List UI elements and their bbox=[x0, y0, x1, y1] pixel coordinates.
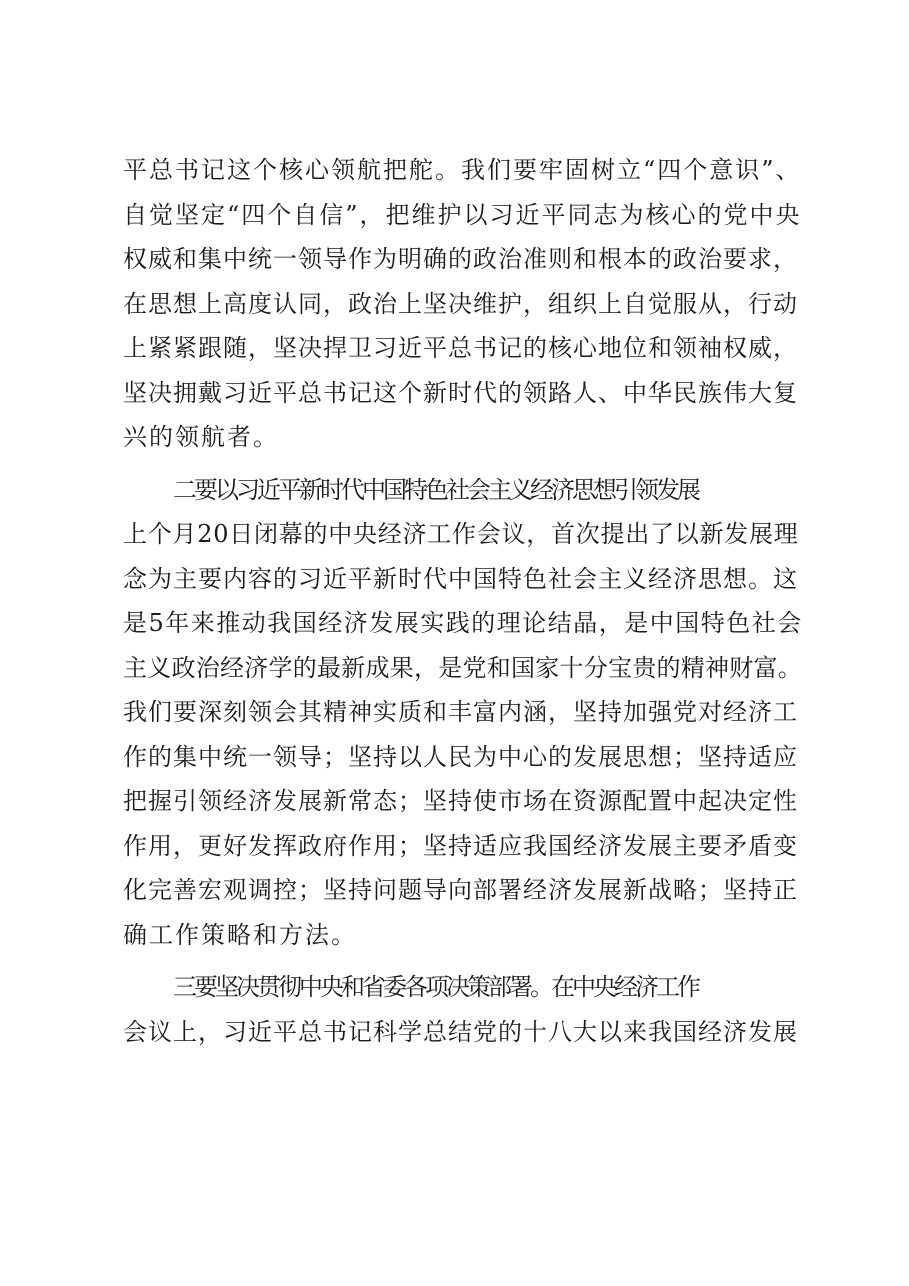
text-line: 我们要深刻领会其精神实质和丰富内涵，坚持加强党对经济工 bbox=[123, 698, 798, 726]
text-line: 兴的领航者。 bbox=[123, 423, 279, 451]
text-line: 念为主要内容的习近平新时代中国特色社会主义经济思想。这 bbox=[123, 564, 798, 593]
text-line: 作的集中统一领导；坚持以人民为中心的发展思想；坚持适应 bbox=[123, 742, 798, 771]
text-line: 自觉坚定“四个自信”，把维护以习近平同志为核心的党中央 bbox=[123, 200, 802, 229]
text-line: 确工作策略和方法。 bbox=[123, 920, 357, 949]
text-line: 把握引领经济发展新常态；坚持使市场在资源配置中起决定性 bbox=[123, 787, 798, 815]
text-line: 会议上，习近平总书记科学总结党的十八大以来我国经济发展 bbox=[123, 1017, 798, 1046]
text-line: 作用，更好发挥政府作用；坚持适应我国经济发展主要矛盾变 bbox=[123, 831, 798, 860]
text-line: 权威和集中统一领导作为明确的政治准则和根本的政治要求， bbox=[123, 245, 798, 273]
text-line: 坚决拥戴习近平总书记这个新时代的领路人、中华民族伟大复 bbox=[123, 378, 798, 407]
text-line: 上个月20日闭幕的中央经济工作会议，首次提出了以新发展理 bbox=[123, 520, 799, 548]
text-line: 是5年来推动我国经济发展实践的理论结晶，是中国特色社会 bbox=[123, 609, 803, 637]
text-line: 主义政治经济学的最新成果，是党和国家十分宝贵的精神财富。 bbox=[123, 653, 802, 682]
body-text bbox=[123, 148, 803, 1054]
text-line: 平总书记这个核心领航把舵。我们要牢固树立“四个意识”、 bbox=[123, 156, 802, 184]
text-line: 上紧紧跟随，坚决捍卫习近平总书记的核心地位和领袖权威， bbox=[123, 334, 798, 362]
paragraph-heading-3: 三要坚决贯彻中央和省委各项决策部署。在中央经济工作 bbox=[173, 973, 698, 1001]
paragraph-heading-2: 二要以习近平新时代中国特色社会主义经济思想引领发展 bbox=[173, 475, 698, 504]
text-line: 化完善宏观调控；坚持问题导向部署经济发展新战略；坚持正 bbox=[123, 876, 798, 904]
text-line: 在思想上高度认同，政治上坚决维护，组织上自觉服从，行动 bbox=[123, 289, 798, 318]
